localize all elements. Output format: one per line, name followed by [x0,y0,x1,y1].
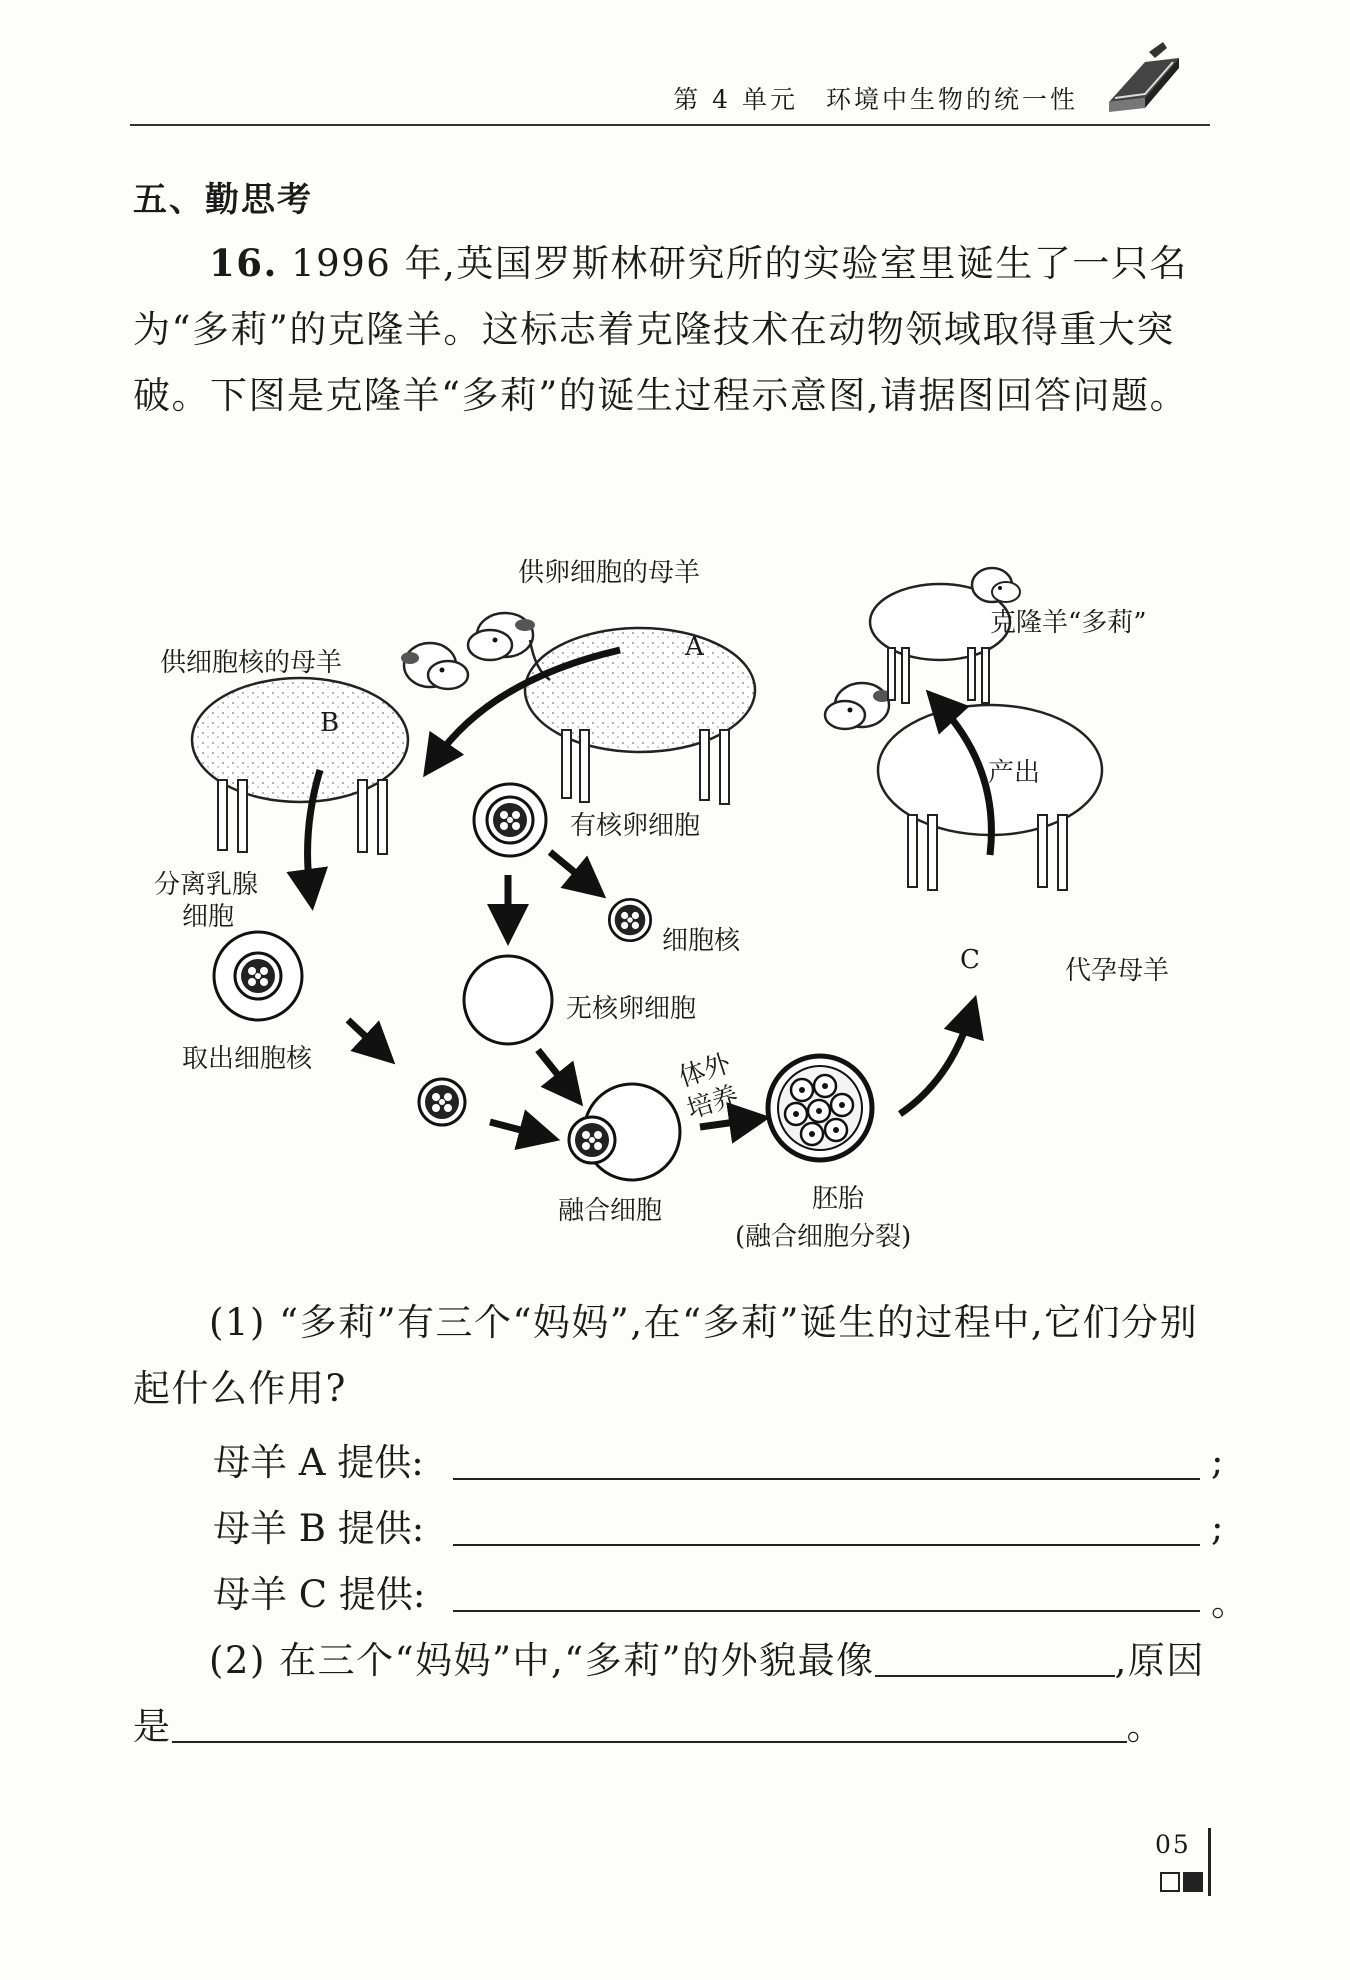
row-b-label: 母羊 B 提供: [213,1507,425,1550]
label-fused-cell: 融合细胞 [558,1196,663,1226]
label-produce: 产出 [988,758,1041,788]
label-dolly: 克隆羊“多莉” [990,608,1147,638]
answer-row-c [213,1564,1248,1624]
letter-a: A [685,632,704,662]
q2-blank-resemble[interactable] [875,1675,1115,1677]
sheep-a [468,613,755,804]
filled-square-icon [1183,1872,1203,1892]
answer-a-blank[interactable] [453,1478,1200,1480]
letter-c: C [960,945,980,975]
cloning-diagram [130,530,1220,1270]
enucleated-egg-cell [464,956,552,1044]
fused-cell [569,1084,680,1180]
sheep-c [825,683,1102,890]
label-surrogate: 代孕母羊 [1065,956,1170,986]
row-b-end: ; [1211,1506,1224,1549]
letter-b: B [320,708,340,738]
unit-header: 第 4 单元 环境中生物的统一性 [673,85,1078,114]
answer-b-blank[interactable] [453,1544,1200,1546]
question-1: (1) “多莉”有三个“妈妈”,在“多莉”诞生的过程中,它们分别起什么作用? [133,1301,1199,1410]
page-bar [1208,1828,1211,1896]
label-enucleated-egg: 无核卵细胞 [566,994,697,1024]
answer-c-blank[interactable] [453,1610,1200,1612]
label-egg-donor: 供卵细胞的母羊 [518,558,701,588]
label-nucleus-donor: 供细胞核的母羊 [160,648,343,678]
question-2 [133,1628,1213,1760]
q2-end: 。 [1126,1705,1165,1748]
nucleated-egg-cell [474,784,546,856]
open-square-icon [1160,1872,1180,1892]
question-16 [133,230,1213,429]
question-16-text: 1996 年,英国罗斯林研究所的实验室里诞生了一只名为“多莉”的克隆羊。这标志着克隆技术在动物领域取得重大突破。下图是克隆羊“多莉”的诞生过程示意图,请据图回答问题。 [133,242,1189,417]
label-separate-line2: 细胞 [182,902,235,932]
row-c-label: 母羊 C 提供: [213,1573,426,1616]
question-number: 16. [209,241,278,285]
q2-part1: (2) 在三个“妈妈”中,“多莉”的外貌最像 [209,1639,875,1682]
label-embryo-note: (融合细胞分裂) [735,1222,912,1252]
label-embryo: 胚胎 [812,1184,865,1214]
row-a-label: 母羊 A 提供: [213,1441,424,1484]
answer-row-b [213,1498,1224,1558]
donor-nucleus [419,1079,465,1125]
label-nucleated-egg: 有核卵细胞 [570,811,701,841]
q2-part2: ,原因是 [133,1639,1205,1748]
q2-blank-reason[interactable] [172,1741,1127,1743]
row-a-end: ; [1211,1440,1224,1483]
embryo [768,1056,872,1160]
row-c-end: 。 [1211,1581,1248,1624]
label-take-nucleus: 取出细胞核 [182,1044,313,1074]
egg-nucleus [609,899,650,940]
section-title: 五、勤思考 [133,180,313,220]
mammary-cell [214,932,302,1020]
answer-row-a [213,1432,1224,1492]
book-icon [1105,38,1185,118]
label-culture-line2: 培养 [683,1080,743,1126]
label-nucleus: 细胞核 [662,926,741,956]
header-rule [130,124,1210,126]
page-number: 05 [1155,1830,1191,1859]
label-culture-line1: 体外 [675,1048,735,1094]
label-separate-line1: 分离乳腺 [154,870,259,900]
